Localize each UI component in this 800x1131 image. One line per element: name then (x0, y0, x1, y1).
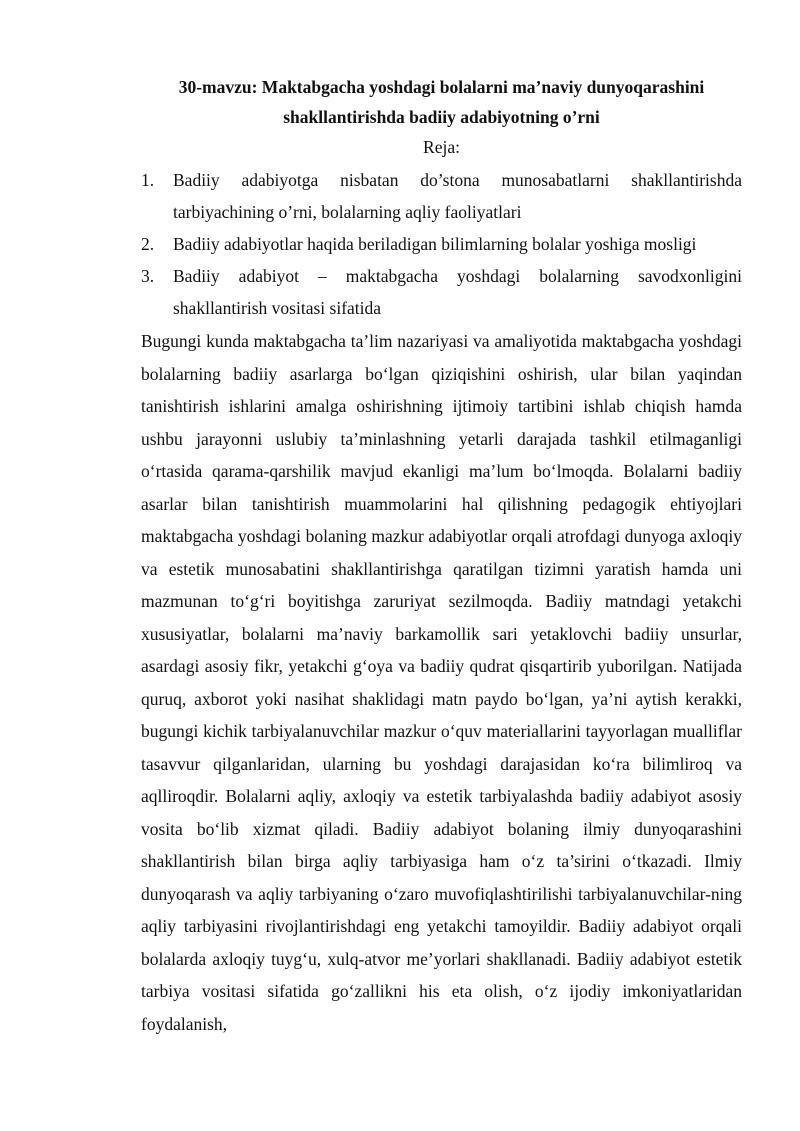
title-line-1: 30-mavzu: Maktabgacha yoshdagi bolalarni ma’naviy dunyoqarashini (178, 77, 705, 97)
title-line-2: shakllantirishda badiiy adabiyotning o’rni (283, 107, 600, 127)
plan-item-text: Badiiy adabiyotga nisbatan do’stona munosabatlarni shakllantirishda tarbiyachining o’rni, bolalarning aqliy faoliyatlari (173, 170, 742, 222)
plan-item (141, 260, 742, 324)
plan-item-number: 2. (141, 234, 155, 254)
document-page (141, 72, 742, 1040)
plan-item-text: Badiiy adabiyot – maktabgacha yoshdagi bolalarning savodxonligini shakllantirish vositasi sifatida (173, 266, 742, 318)
document-title (141, 72, 742, 132)
plan-heading: Reja: (423, 137, 460, 157)
plan-item-text: Badiiy adabiyotlar haqida beriladigan bilimlarning bolalar yoshiga mosligi (173, 234, 697, 254)
body-paragraph: Bugungi kunda maktabgacha ta’lim nazariyasi va amaliyotida maktabgacha yoshdagi bolalarning badiiy asarlarga bo‘lgan qiziqishini oshirish, ular bilan yaqindan tanishtirish ishlarini amalga oshirishning ijtimoiy tartibini ishlab chiqish hamda ushbu jarayonni uslubiy ta’minlashning yetarli darajada tashkil etilmaganligi o‘rtasida qarama-qarshilik mavjud ekanligi ma’lum bo‘lmoqda. Bolalarni badiiy asarlar bilan tanishtirish muammolarini hal qilishning pedagogik ehtiyojlari maktabgacha yoshdagi bolaning mazkur adabiyotlar orqali atrofdagi dunyoga axloqiy va estetik munosabatini shakllantirishga qaratilgan tizimni yaratish hamda uni mazmunan to‘g‘ri boyitishga zaruriyat sezilmoqda. Badiiy matndagi yetakchi xususiyatlar, bolalarni ma’naviy barkamollik sari yetaklovchi badiiy unsurlar, asardagi asosiy fikr, yetakchi g‘oya va badiiy qudrat qisqartirib yuborilgan. Natijada quruq, axborot yoki nasihat shaklidagi matn paydo bo‘lgan, ya’ni aytish kerakki, bugungi kichik tarbiyalanuvchilar mazkur o‘quv materiallarini tayyorlagan mualliflar tasavvur qilganlaridan, ularning bu yoshdagi darajasidan ko‘ra bilimliroq va aqlliroqdir. Bolalarni aqliy, axloqiy va estetik tarbiyalashda badiiy adabiyot asosiy vosita bo‘lib xizmat qiladi. Badiiy adabiyot bolaning ilmiy dunyoqarashini shakllantirish bilan birga aqliy tarbiyasiga ham o‘z ta’sirini o‘tkazadi. Ilmiy dunyoqarash va aqliy tarbiyaning o‘zaro muvofiqlashtirilishi tarbiyalanuvchilar-ning aqliy tarbiyasini rivojlantirishdagi eng yetakchi tamoyildir. Badiiy adabiyot orqali bolalarda axloqiy tuyg‘u, xulq-atvor me’yorlari shakllanadi. Badiiy adabiyot estetik tarbiya vositasi sifatida go‘zallikni his eta olish, o‘z ijodiy imkoniyatlaridan foydalanish, (141, 331, 742, 1034)
plan-list (141, 164, 742, 324)
plan-item-number: 3. (141, 266, 155, 286)
plan-item-number: 1. (141, 170, 155, 190)
plan-item (141, 228, 742, 260)
plan-item (141, 164, 742, 228)
